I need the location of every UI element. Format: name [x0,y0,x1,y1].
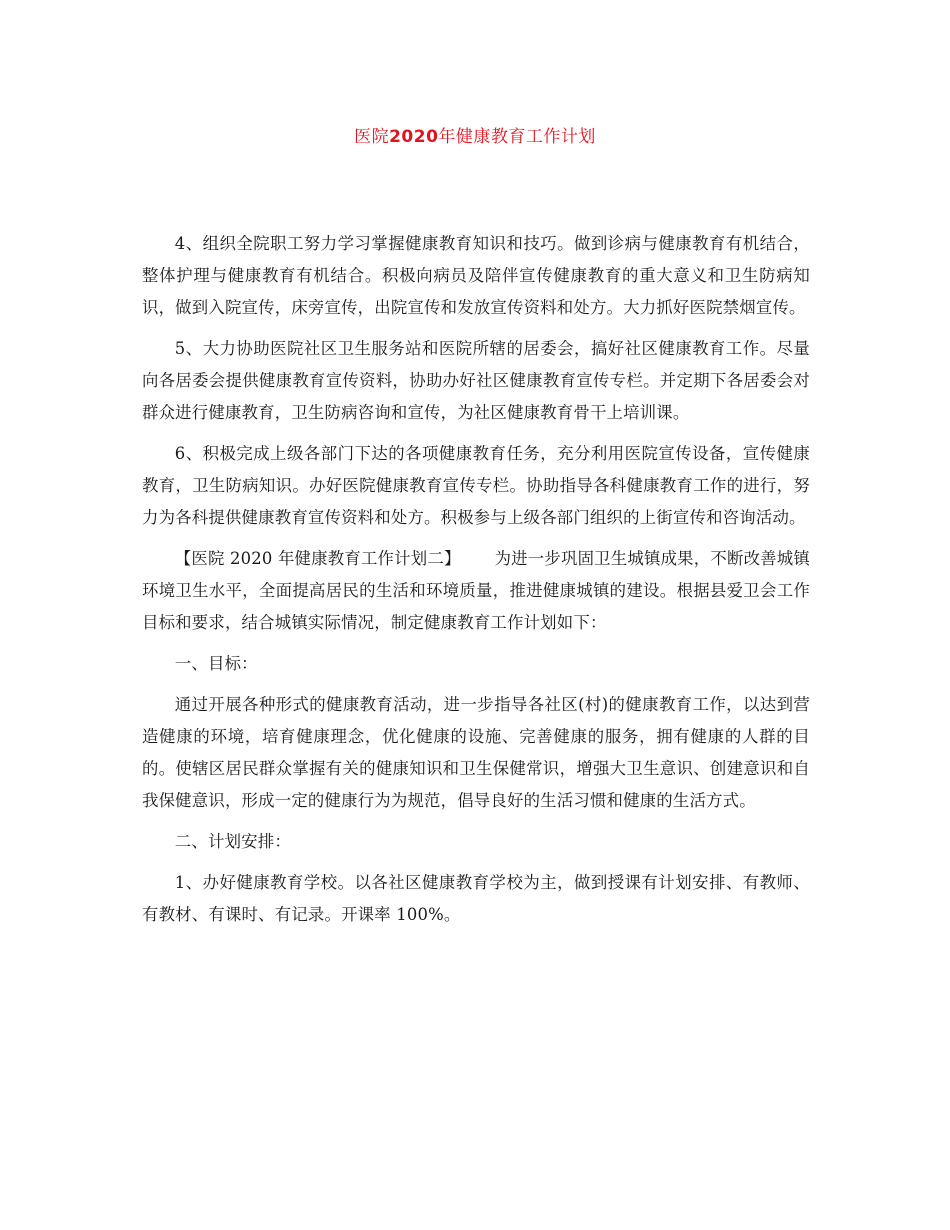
goal-heading: 一、目标： [174,654,258,673]
title-suffix: 年健康教育工作计划 [438,127,596,147]
plan-heading: 二、计划安排： [174,832,291,851]
plan-item-1: 1、办好健康教育学校。以各社区健康教育学校为主，做到授课有计划安排、有教师、有教材、有课时、有记录。开课率 100%。 [142,873,810,924]
paragraph-item-5: 5、大力协助医院社区卫生服务站和医院所辖的居委会，搞好社区健康教育工作。尽量向各居委会提供健康教育宣传资料，协助办好社区健康教育宣传专栏。并定期下各居委会对群众进行健康教育，卫生防病咨询和宣传，为社区健康教育骨干上培训课。 [142,339,810,422]
goal-text: 通过开展各种形式的健康教育活动，进一步指导各社区(村)的健康教育工作，以达到营造健康的环境，培育健康理念，优化健康的设施、完善健康的服务，拥有健康的人群的目的。使辖区居民群众掌握有关的健康知识和卫生保健常识，增强大卫生意识、创建意识和自我保健意识，形成一定的健康行为为规范，倡导良好的生活习惯和健康的生活方式。 [142,695,810,810]
section2-intro: 为进一步巩固卫生城镇成果，不断改善城镇环境卫生水平，全面提高居民的生活和环境质量，推进健康城镇的建设。根据县爱卫会工作目标和要求，结合城镇实际情况，制定健康教育工作计划如下： [142,549,810,632]
title-prefix: 医院 [354,127,390,147]
section2-paragraph [142,543,810,639]
paragraph-item-6: 6、积极完成上级各部门下达的各项健康教育任务，充分利用医院宣传设备，宣传健康教育，卫生防病知识。办好医院健康教育宣传专栏。协助指导各科健康教育工作的进行，努力为各科提供健康教育宣传资料和处方。积极参与上级各部门组织的上街宣传和咨询活动。 [142,444,810,527]
section2-heading: 【医院 2020 年健康教育工作计划二】 [174,549,461,568]
document-title [0,124,950,150]
title-year: 2020 [389,127,439,147]
paragraph-item-4: 4、组织全院职工努力学习掌握健康教育知识和技巧。做到诊病与健康教育有机结合，整体护理与健康教育有机结合。积极向病员及陪伴宣传健康教育的重大意义和卫生防病知识，做到入院宣传，床旁宣传，出院宣传和发放宣传资料和处方。大力抓好医院禁烟宣传。 [142,234,810,317]
document-body [142,228,810,931]
